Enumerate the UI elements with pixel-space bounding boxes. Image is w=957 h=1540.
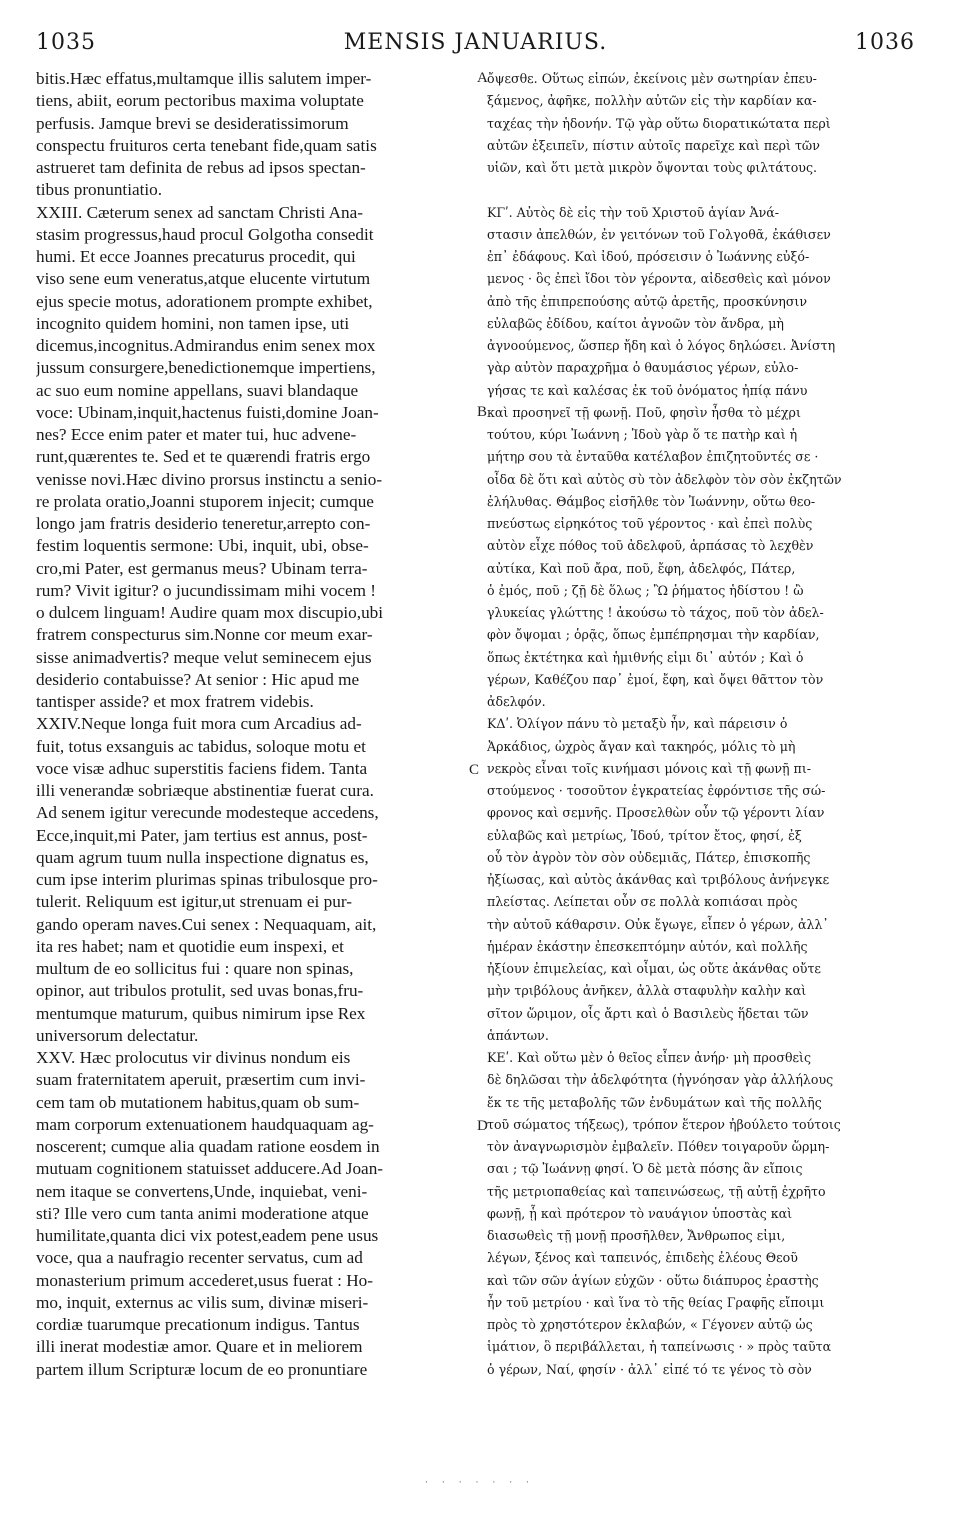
latin-text-line: humilitate,quanta dici vix potest,eadem pene usus <box>36 1226 379 1245</box>
greek-text-line <box>487 179 923 201</box>
greek-text-line: τὴν αὐτοῦ κάθαρσιν. Οὐκ ἔγωγε, εἶπεν ὁ γέρων, ἀλλ᾽ <box>487 916 829 932</box>
running-header <box>36 30 915 60</box>
greek-text-line: μενος · ὃς ἐπεὶ ἴδοι τὸν γέροντα, αἰδεσθεὶς καὶ μόνον <box>487 271 831 287</box>
greek-text-line: αὐτίκα, Καὶ ποῦ ἄρα, ποῦ, ἔφη, ἀδελφός, Πάτερ, <box>487 560 796 576</box>
margin-letter-b: B <box>477 404 488 420</box>
margin-letter-c: C <box>469 762 480 778</box>
latin-text-line: humi. Et ecce Joannes precaturus procedit, qui <box>36 247 356 266</box>
latin-text-line: illi inerat modestiæ amor. Quare et in meliorem <box>36 1337 363 1357</box>
greek-text-line: φωνῇ, ᾗ καὶ πρότερον τὸ ναυάγιον ὑποστὰς καὶ <box>487 1205 793 1221</box>
greek-text-line: αὐτῶν ἐξειπεῖν, πίστιν αὐτοῖς παρεῖχε καὶ περὶ τῶν <box>487 137 820 153</box>
latin-text-line: longo jam fratris desiderio teneretur,arrepto con- <box>36 514 371 533</box>
latin-text-line: cum ipse interim plurimas spinas tribulosque pro- <box>36 870 378 889</box>
greek-text-line: τὸν ἀναγνωρισμὸν ἐμβαλεῖν. Πόθεν τοιγαροῦν ὥρμη- <box>487 1139 830 1154</box>
latin-text-line: sti? Ille vero cum tanta animi moderatione atque <box>36 1203 369 1223</box>
greek-text-line: φὸν ὄψομαι ; ὁρᾷς, ὅπως ἐμπέπρησμαι τὴν καρδίαν, <box>487 627 820 643</box>
print-speckle: · · · · · · · <box>423 1478 534 1488</box>
greek-text-line: σῖτον ὥριμον, οἷς ἄρτι καὶ ὁ Βασιλεὺς ἥδεται τῶν <box>487 1005 809 1021</box>
latin-text-line: astrueret tam definita de rebus ad ipsos spectan- <box>36 158 366 177</box>
latin-text-line: opinor, aut tribulos protulit, sed uvas bonas,fru- <box>36 981 364 1001</box>
greek-text-line: ἐπ᾽ ἐδάφους. Καὶ ἰδού, πρόσεισιν ὁ Ἰωάννης εὐξό- <box>487 249 810 264</box>
latin-text-line: venisse novi.Hæc divino prorsus instinctu a senio- <box>36 469 383 489</box>
greek-text-line: ἠξίουν ἐπιμελείας, καὶ οἶμαι, ὡς οὔτε ἀκάνθας οὔτε <box>487 961 821 976</box>
greek-text-line: μήτηρ σου τὰ ἐνταῦθα κατέλαβον ἐπιζητοῦντές σε · <box>487 449 819 465</box>
greek-text-line: ὁ γέρων, Ναί, φησίν · ἀλλ᾽ εἰπέ τό τε γένος τὸ σὸν <box>487 1361 812 1377</box>
latin-text-line: voce visæ adhuc superstitis faciens fidem. Tanta <box>36 758 368 778</box>
greek-text-line: ὁ ἐμός, ποῦ ; ζῇ δὲ ὅλως ; Ὢ ῥήματος ἡδίστου ! ὢ <box>487 582 804 598</box>
latin-text-line: festim loquentis sermone: Ubi, inquit, ubi, obse- <box>36 536 369 556</box>
latin-text-line: gando operam naves.Cui senex : Nequaquam, ait, <box>36 914 377 934</box>
latin-text-line: XXIII. Cæterum senex ad sanctam Christi Ana- <box>36 202 363 222</box>
greek-text-line: γὰρ αὐτὸν παραχρῆμα ὁ θαυμάσιος γέρων, εὐλο- <box>487 360 799 376</box>
latin-text-line: dicemus,incognitus.Admirandus enim senex mox <box>36 336 376 355</box>
greek-text-line: πλείστας. Λείπεται οὖν σε πολλὰ κοπιάσαι πρὸς <box>487 894 798 910</box>
greek-text-line: ἀπὸ τῆς ἐπιπρεπούσης αὐτῷ ἀρετῆς, προσκύνησιν <box>487 293 808 309</box>
greek-text-line: Ἀρκάδιος, ὠχρὸς ἄγαν καὶ τακηρός, μόλις τὸ μὴ <box>487 738 796 754</box>
latin-text-line: fuit, totus exsanguis ac tabidus, soloque motu et <box>36 736 366 756</box>
latin-text-line: rum? Vivit igitur? o jucundissimam mihi vocem ! <box>36 580 376 600</box>
greek-text-line: στούμενος · τοσοῦτον ἐγκρατείας ἐφρόντισε τῆς σώ- <box>487 783 826 798</box>
latin-text-line: tulerit. Reliquum est igitur,ut strenuam ei pur- <box>36 892 352 912</box>
greek-text-line: καὶ προσηνεῖ τῇ φωνῇ. Ποῦ, φησὶν ἦσθα τὸ μέχρι <box>487 404 801 420</box>
latin-text-line: stasim progressus,haud procul Golgotha consedit <box>36 224 374 244</box>
latin-text-line: cro,mi Pater, est germanus meus? Ubinam terra- <box>36 558 368 578</box>
margin-letter-a: A <box>477 70 488 86</box>
latin-text-line: desiderio contabuisse? At senior : Hic apud me <box>36 669 360 689</box>
greek-text-line: τούτου, κύρι Ἰωάννη ; Ἰδοὺ γὰρ ὅ τε πατὴρ καὶ ἡ <box>487 427 798 442</box>
latin-text-line: mutuam cognitionem statuisset adducere.Ad Joan- <box>36 1159 384 1179</box>
greek-text-line: πνεύστως εἰρηκότος τοῦ γέροντος · καὶ ἐπεὶ πολὺς <box>487 516 813 531</box>
greek-text-line: ἀγνοούμενος, ὥσπερ ἤδη καὶ ὁ λόγος δηλώσει. Ἀνίστη <box>487 338 836 353</box>
latin-text-line: re prolata oratio,Joanni stuporem injecit; cumque <box>36 491 374 511</box>
latin-text-line: illi venerandæ sobriæque abstinentiæ fuerat cura. <box>36 781 374 800</box>
greek-text-line: γήσας τε καὶ καλέσας ἐκ τοῦ ὀνόματος ἠπίᾳ πάνυ <box>487 382 808 398</box>
greek-text-line: στασιν ἀπελθών, ἐν γειτόνων τοῦ Γολγοθᾶ, ἐκάθισεν <box>487 226 831 242</box>
greek-text-line: δὲ δηλῶσαι τὴν ἀδελφότητα (ἠγνόησαν γὰρ ἀλλήλους <box>487 1072 834 1088</box>
latin-text-line: Ecce,inquit,mi Pater, jam tertius est annus, post- <box>36 825 368 845</box>
greek-text-line: μὴν τριβόλους ἀνῆκεν, ἀλλὰ σταφυλὴν καλὴν καὶ <box>487 983 807 999</box>
greek-text-line: σαι ; τῷ Ἰωάννῃ φησί. Ὁ δὲ μετὰ πόσης ἂν εἴποις <box>487 1161 803 1177</box>
greek-text-line: ὅπως ἐκτέτηκα καὶ ἡμιθνής εἰμι δι᾽ αὐτόν ; Καὶ ὁ <box>487 649 804 665</box>
latin-text-line: monasterium primum accederet,usus fuerat : Ho- <box>36 1270 373 1290</box>
latin-text-line: XXV. Hæc prolocutus vir divinus nondum eis <box>36 1048 351 1067</box>
latin-text-line: ac suo eum nomine appellans, suavi blandaque <box>36 380 359 400</box>
page-number-right: 1036 <box>855 30 915 55</box>
greek-text-line: υἱῶν, καὶ ὅτι μετὰ μικρὸν ὄψονται τοὺς φιλτάτους. <box>487 160 817 175</box>
latin-text-line: runt,quærentes te. Sed et te quærendi fratris ergo <box>36 447 371 467</box>
latin-text-line: universorum delectatur. <box>36 1025 199 1045</box>
greek-text-line: αὐτὸν εἶχε πόθος τοῦ ἀδελφοῦ, ἁρπάσας τὸ λεχθὲν <box>487 538 814 554</box>
page-number-left: 1035 <box>36 30 96 55</box>
greek-text-line: νεκρὸς εἶναι τοῖς κινήμασι μόνοις καὶ τῇ φωνῇ πι- <box>487 760 812 776</box>
latin-text-line: tiens, abiit, eorum pectoribus maxima voluptate <box>36 91 364 111</box>
greek-text-line: λέγων, ξένος καὶ ταπεινός, ἐπιδεὴς ἐλέους Θεοῦ <box>487 1250 798 1266</box>
latin-text-line: cem tam ob mutationem habitus,quam ob sum- <box>36 1092 360 1112</box>
greek-text-line: καὶ τῶν σῶν ἁγίων εὐχῶν · οὕτω διάπυρος ἐραστὴς <box>487 1272 819 1288</box>
greek-text-line: ἀδελφόν. <box>487 694 546 709</box>
latin-text-line: partem illum Scripturæ locum de eo pronuntiare <box>36 1359 368 1379</box>
latin-text-line: jussum consurgere,benedictionemque impertiens, <box>36 358 376 378</box>
greek-text-line: ΚΕʹ. Καὶ οὕτω μὲν ὁ θεῖος εἶπεν ἀνήρ· μὴ προσθεὶς <box>487 1050 812 1065</box>
latin-text-line: quam agrum tuum nulla inspectione dignatus es, <box>36 847 369 867</box>
latin-text-line: Ad senem igitur verecunde modesteque accedens, <box>36 803 379 823</box>
running-title: MENSIS JANUARIUS. <box>343 30 608 55</box>
latin-text-line: voce: Ubinam,inquit,hactenus fuisti,domine Joan- <box>36 402 379 422</box>
greek-text-line: οἶδα δὲ ὅτι καὶ αὐτὸς σὺ τὸν ἀδελφὸν τὸν σὸν ἐκζητῶν <box>487 471 842 487</box>
greek-column <box>487 68 923 1381</box>
greek-text-line: γλυκείας γλώττης ! ἀκούσω τὸ τάχος, ποῦ τὸν ἀδελ- <box>487 605 824 620</box>
greek-text-line: ἔκ τε τῆς μεταβολῆς τῶν ἐνδυμάτων καὶ τῆς πολλῆς <box>487 1094 822 1110</box>
greek-text-line: ἁπάντων. <box>487 1027 549 1043</box>
greek-text-line: ταχέας τὴν ἡδονήν. Τῷ γὰρ οὕτω διορατικώτατα περὶ <box>487 115 831 131</box>
latin-text-line: voce, qua a naufragio recenter servatus, cum ad <box>36 1248 363 1268</box>
greek-text-line: γέρων, Καθέζου παρ᾽ ἐμοί, ἔφη, καὶ ὄψει θᾶττον τὸν <box>487 671 824 687</box>
greek-text-line: ἱμάτιον, ὃ περιβάλλεται, ἡ ταπείνωσις · » πρὸς ταῦτα <box>487 1339 832 1355</box>
greek-text-line: τῆς μετριοπαθείας καὶ ταπεινώσεως, τῇ αὐτῇ ἐχρῆτο <box>487 1183 826 1199</box>
greek-text-line: ΚΓʹ. Αὐτὸς δὲ εἰς τὴν τοῦ Χριστοῦ ἁγίαν Ἀνά- <box>487 204 780 220</box>
latin-text-line: perfusis. Jamque brevi se desideratissimorum <box>36 113 349 133</box>
greek-text-line: ἐλήλυθας. Θάμβος εἰσῆλθε τὸν Ἰωάννην, οὕτω θεο- <box>487 493 816 509</box>
latin-text-line: suam fraternitatem aperuit, præsertim cum invi- <box>36 1070 366 1090</box>
latin-text-line: viso sene eum veneratus,atque elucente virtutum <box>36 269 371 289</box>
latin-text-line: mo, inquit, externus ac vilis sum, divinæ miseri- <box>36 1292 369 1312</box>
latin-text-line: tibus pronuntiatio. <box>36 180 163 200</box>
greek-text-line: διασωθεὶς τῇ μονῇ προσῆλθεν, Ἄνθρωπος εἰμι, <box>487 1228 786 1243</box>
latin-text-line: ita res habet; nam et quotidie eum inspexi, et <box>36 936 344 956</box>
greek-text-line: ἦν τοῦ μετρίου · καὶ ἵνα τὸ τῆς θείας Γραφῆς εἴποιμι <box>487 1294 825 1310</box>
greek-text-line: ξάμενος, ἀφῆκε, πολλὴν αὐτῶν εἰς τὴν καρδίαν κα- <box>487 93 817 109</box>
greek-text-line: ἠξίωσας, καὶ αὐτὸς ἀκάνθας καὶ τριβόλους ἀνήνεγκε <box>487 872 830 887</box>
greek-text-line: τοῦ σώματος τήξεως), τρόπον ἕτερον ἠβούλετο τούτοις <box>487 1116 841 1132</box>
greek-text-line: πρὸς τὸ χρηστότερον ἐκλαβών, « Γέγονεν αὐτῷ ὡς <box>487 1317 813 1332</box>
latin-text-line: o dulcem linguam! Audire quam mox discupio,ubi <box>36 603 384 622</box>
greek-text-line: οὗ τὸν ἀγρὸν τὸν σὸν οὐδεμιᾶς, Πάτερ, ἐπισκοπῆς <box>487 849 811 865</box>
latin-text-line: ejus specie motus, adorationem prompte exhibet, <box>36 291 373 311</box>
latin-text-line: mentumque maturum, quibus nimirum ipse Rex <box>36 1003 366 1023</box>
latin-text-line: tantisper asside? et mox fratrem videbis. <box>36 692 314 711</box>
latin-text-line: incognito quidem homini, non tamen ipse, uti <box>36 313 350 333</box>
latin-text-line: bitis.Hæc effatus,multamque illis salutem imper- <box>36 69 372 88</box>
margin-letter-d: D <box>477 1118 488 1134</box>
latin-text-line: cordiæ tuarumque precationum indigus. Tantus <box>36 1315 360 1334</box>
latin-text-line: nem itaque se convertens,Unde, inquiebat, veni- <box>36 1181 368 1201</box>
greek-text-line: εὐλαβῶς ἐδίδου, καίτοι ἀγνοῶν τὸν ἄνδρα, μὴ <box>487 315 784 331</box>
greek-text-line: φρονος καὶ σεμνῆς. Προσελθὼν οὖν τῷ γέροντι λίαν <box>487 805 825 821</box>
latin-text-line: conspectu fruituros certa tenebant fide,quam satis <box>36 135 377 155</box>
latin-text-line: XXIV.Neque longa fuit mora cum Arcadius ad- <box>36 714 362 734</box>
latin-column <box>36 68 472 1381</box>
greek-text-line: ἡμέραν ἑκάστην ἐπεσκεπτόμην αὐτόν, καὶ πολλῆς <box>487 938 808 954</box>
latin-text-line: sisse animadvertis? meque velut seminecem ejus <box>36 647 372 667</box>
greek-text-line: ὄψεσθε. Οὕτως εἰπών, ἐκείνοις μὲν σωτηρίαν ἐπευ- <box>487 71 817 86</box>
greek-text-line: ΚΔʹ. Ὀλίγον πάνυ τὸ μεταξὺ ἦν, καὶ πάρεισιν ὁ <box>487 716 788 732</box>
latin-text-line: fratrem conspecturus sim.Nonne cor meum exar- <box>36 625 373 645</box>
latin-text-line: noscerent; cumque alia quadam ratione eosdem in <box>36 1137 380 1156</box>
greek-text-line: εὐλαβῶς καὶ μετρίως, Ἰδού, τρίτον ἔτος, φησί, ἐξ <box>487 827 802 843</box>
latin-text-line: multum de eo sollicitus fui : quare non spinas, <box>36 959 354 978</box>
latin-text-line: nes? Ecce enim pater et mater tui, huc advene- <box>36 425 357 444</box>
latin-text-line: mam corporum extenuationem haudquaquam ag- <box>36 1114 374 1134</box>
